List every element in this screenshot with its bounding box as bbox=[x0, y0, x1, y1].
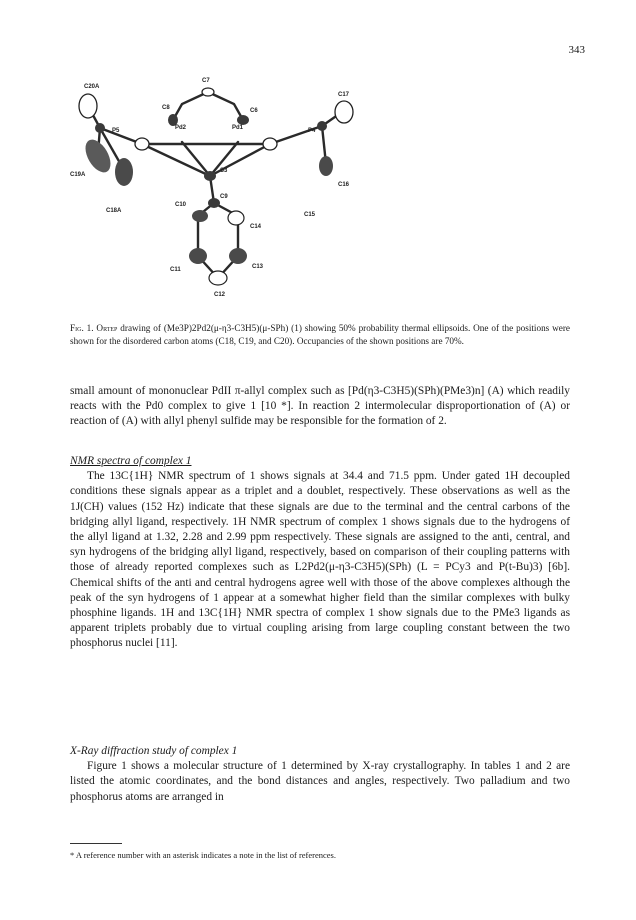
label-c13: C13 bbox=[252, 264, 264, 270]
label-c20a: C20A bbox=[84, 84, 100, 90]
label-c19a: C19A bbox=[70, 172, 86, 178]
atom-s3 bbox=[204, 171, 216, 181]
intro-paragraph: small amount of mononuclear PdII π-allyl complex such as [Pd(η3-C3H5)(SPh)(PMe3)n] (A) which readily reacts with the Pd0 complex to give 1 [10 *]. In reaction 2 intermolecular disproportionation of (A) or reaction of (A) with allyl phenyl sulfide may be responsible for the formation of 2. bbox=[70, 385, 570, 428]
nmr-section bbox=[70, 454, 570, 652]
atom-c14 bbox=[228, 211, 244, 225]
caption-text: drawing of (Me3P)2Pd2(μ-η3-C3H5)(μ-SPh) (1) showing 50% probability thermal ellipsoids. One of the positions were shown for the disordered carbon atoms (C18, C19, and C20). Occupancies of the shown positions are 70%. bbox=[70, 323, 571, 346]
label-c12: C12 bbox=[214, 292, 226, 298]
atom-c7 bbox=[202, 88, 214, 96]
page-number: 343 bbox=[568, 44, 585, 56]
figure-caption bbox=[70, 322, 570, 348]
atom-c11 bbox=[189, 248, 207, 264]
label-c8: C8 bbox=[162, 105, 170, 111]
atom-c6 bbox=[237, 115, 249, 125]
intro-paragraph-block bbox=[70, 384, 570, 430]
label-c6: C6 bbox=[250, 108, 258, 114]
atom-pd1 bbox=[263, 138, 277, 150]
footnote-rule bbox=[70, 843, 122, 844]
atom-c12 bbox=[209, 271, 227, 285]
label-s3: S3 bbox=[220, 168, 228, 174]
label-c11: C11 bbox=[170, 267, 181, 273]
label-c15: C15 bbox=[304, 212, 316, 218]
atom-c9 bbox=[208, 198, 220, 208]
label-c16: C16 bbox=[338, 182, 350, 188]
nmr-paragraph: The 13C{1H} NMR spectrum of 1 shows signals at 34.4 and 71.5 ppm. Under gated 1H decoupled conditions these signals appear as a triplet and a doublet, respectively. These observations as well as the 1J(CH) values (152 Hz) indicate that these signals are due to the terminal and the central carbons of the bridging allyl ligand, respectively. 1H NMR spectrum of complex 1 shows signals due to the hydrogens of the allyl ligand at 1.32, 2.28 and 2.99 ppm respectively. These signals are assigned to the anti, central, and syn hydrogens of the bridging allyl ligand, respectively, based on comparison of their coupling patterns with those of already reported complexes such as L2Pd2(μ-η3-C3H5)(SPh) (L = PCy3 and P(t-Bu)3) [6b]. Chemical shifts of the anti and central hydrogens agree well with those of the above complexes although the peak of the syn hydrogens of 1 appear at a somewhat higher field than the similar complexes with bulky phosphine ligands. 1H and 13C{1H} NMR spectra of complex 1 show signals due to the PMe3 ligands as apparent triplets probably due to virtual coupling arising from large coupling constant between the two phosphorus nuclei [11]. bbox=[70, 470, 570, 650]
atom-p5 bbox=[95, 123, 105, 133]
label-pd2: Pd2 bbox=[175, 125, 187, 131]
ortep-drawing bbox=[70, 58, 500, 308]
label-c14: C14 bbox=[250, 224, 262, 230]
label-c17: C17 bbox=[338, 92, 350, 98]
label-p5: P5 bbox=[112, 128, 120, 134]
atom-c18a bbox=[115, 158, 133, 186]
atom-c20a bbox=[79, 94, 97, 118]
label-c18a: C18A bbox=[106, 208, 122, 214]
label-c9: C9 bbox=[220, 194, 228, 200]
xray-heading: X-Ray diffraction study of complex 1 bbox=[70, 745, 238, 757]
label-pd1: Pd1 bbox=[232, 125, 244, 131]
xray-section bbox=[70, 744, 570, 805]
footnote: * A reference number with an asterisk indicates a note in the list of references. bbox=[70, 850, 336, 860]
label-c10: C10 bbox=[175, 202, 187, 208]
atom-c16 bbox=[319, 156, 333, 176]
atom-c17 bbox=[335, 101, 353, 123]
caption-lead: Fig. 1. Ortep bbox=[70, 323, 118, 333]
ortep-figure bbox=[70, 58, 500, 308]
xray-paragraph: Figure 1 shows a molecular structure of 1 determined by X-ray crystallography. In tables 1 and 2 are listed the atomic coordinates, and the bond distances and angles, respectively. Two palladium and two phosphorus atoms are arranged in bbox=[70, 760, 570, 803]
atom-c10 bbox=[192, 210, 208, 222]
atom-c13 bbox=[229, 248, 247, 264]
nmr-heading: NMR spectra of complex 1 bbox=[70, 455, 192, 467]
label-p4: P4 bbox=[308, 128, 316, 134]
atom-p4 bbox=[317, 121, 327, 131]
atom-pd2 bbox=[135, 138, 149, 150]
label-c7: C7 bbox=[202, 78, 210, 84]
